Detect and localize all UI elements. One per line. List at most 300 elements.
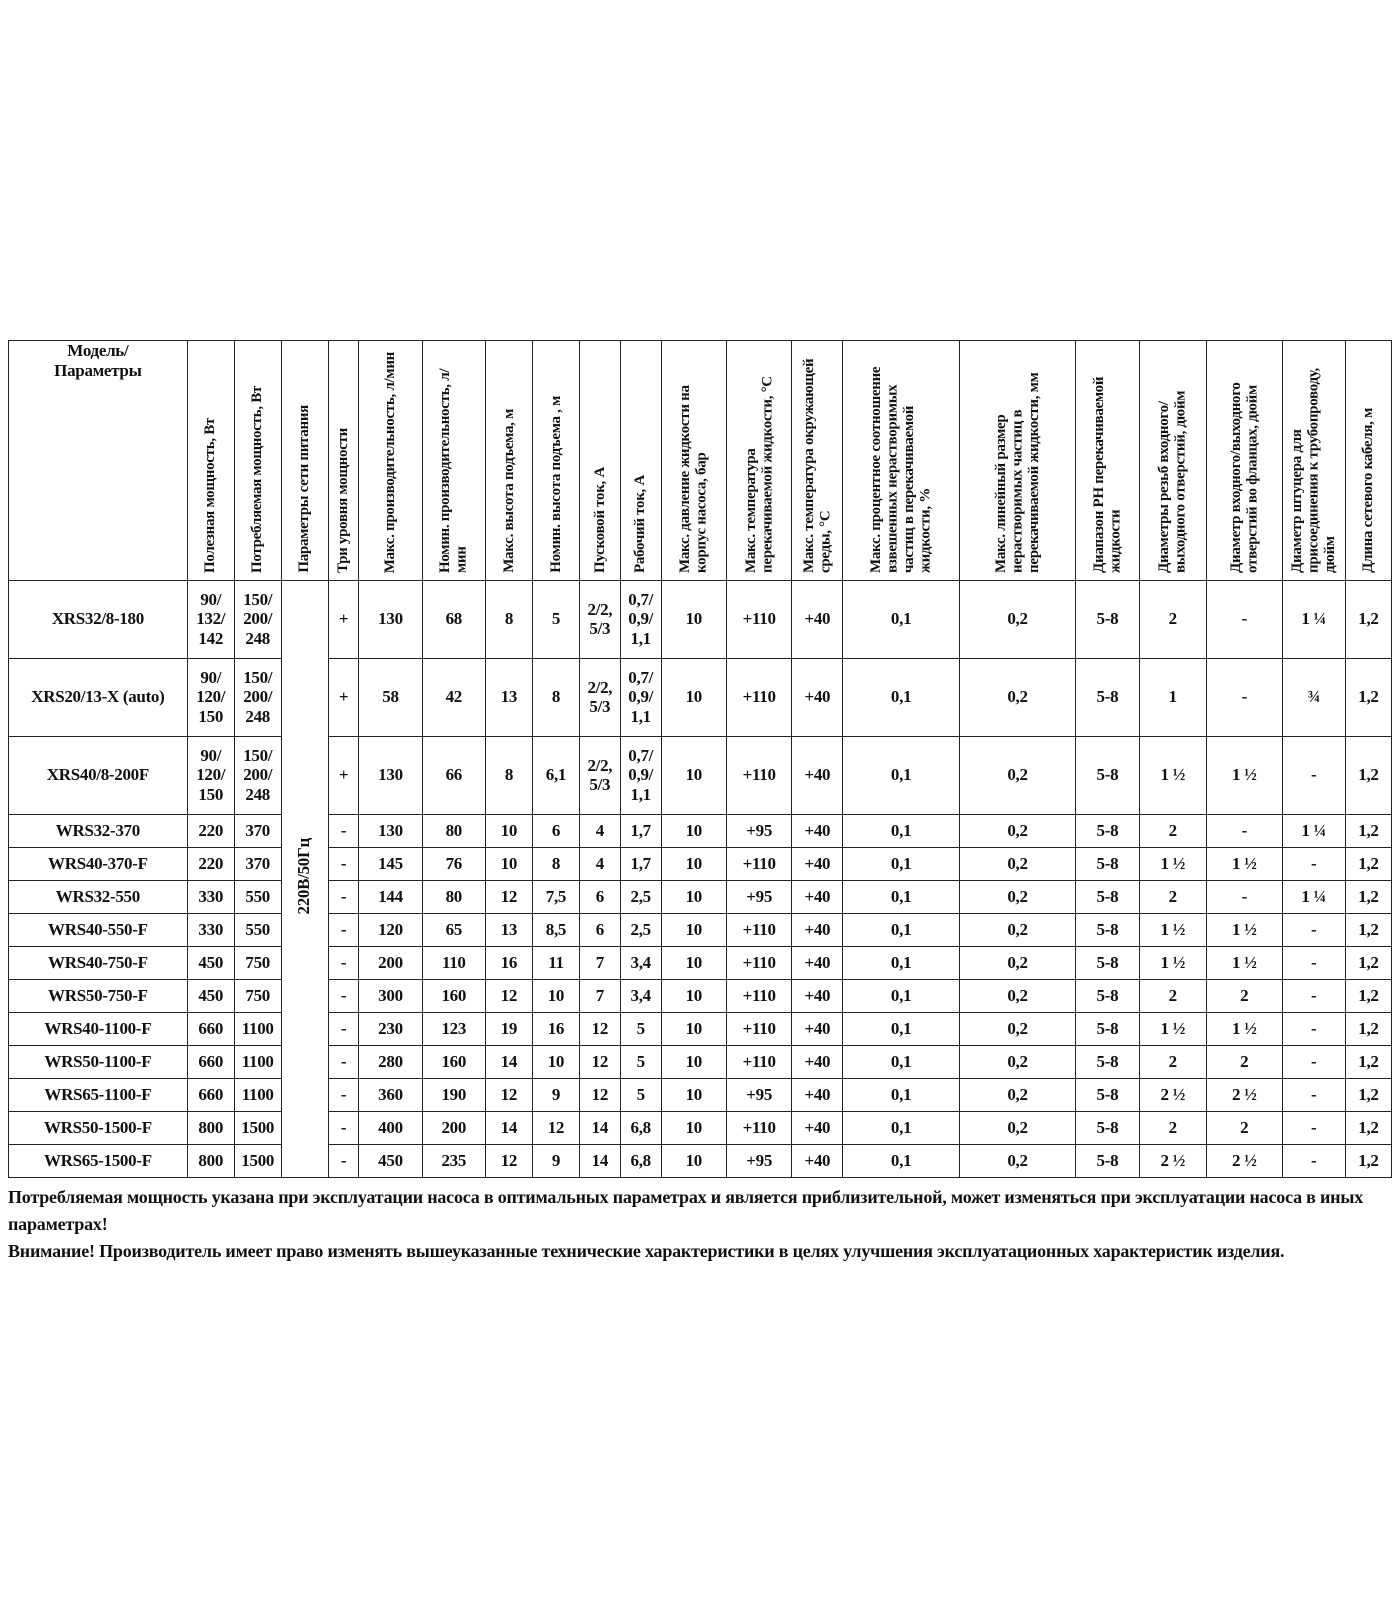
cell-hmax: 10 xyxy=(485,847,532,880)
cell-istart: 12 xyxy=(579,1012,620,1045)
cell-iwork: 1,7 xyxy=(620,847,661,880)
cell-qnom: 80 xyxy=(422,814,485,847)
model-cell: WRS40-1100-F xyxy=(9,1012,188,1045)
network-value: 220В/50Гц xyxy=(294,838,314,915)
cell-tenv: +40 xyxy=(792,814,843,847)
cell-consumed: 1500 xyxy=(234,1144,281,1177)
cell-qmax: 144 xyxy=(359,880,422,913)
model-cell: WRS50-1100-F xyxy=(9,1045,188,1078)
cell-useful: 220 xyxy=(187,814,234,847)
cell-three: + xyxy=(328,580,359,658)
cell-cable: 1,2 xyxy=(1345,1078,1391,1111)
cell-qnom: 110 xyxy=(422,946,485,979)
column-header xyxy=(843,341,959,581)
cell-particles-mm: 0,2 xyxy=(959,913,1075,946)
network-cell xyxy=(281,580,328,1177)
cell-qmax: 280 xyxy=(359,1045,422,1078)
cell-qnom: 76 xyxy=(422,847,485,880)
cell-qmax: 130 xyxy=(359,814,422,847)
cell-qmax: 300 xyxy=(359,979,422,1012)
column-header xyxy=(532,341,579,581)
column-header xyxy=(187,341,234,581)
cell-fitting: 1 ¼ xyxy=(1282,580,1345,658)
cell-particles-mm: 0,2 xyxy=(959,1111,1075,1144)
cell-istart: 7 xyxy=(579,979,620,1012)
column-header-label: Потребляемая мощность, Вт xyxy=(249,386,266,573)
cell-cable: 1,2 xyxy=(1345,1045,1391,1078)
column-header xyxy=(579,341,620,581)
cell-hmax: 12 xyxy=(485,979,532,1012)
cell-hmax: 13 xyxy=(485,913,532,946)
cell-tenv: +40 xyxy=(792,658,843,736)
cell-particles-pct: 0,1 xyxy=(843,913,959,946)
cell-tenv: +40 xyxy=(792,1111,843,1144)
cell-tliquid: +110 xyxy=(726,580,791,658)
cell-iwork: 2,5 xyxy=(620,880,661,913)
cell-ph: 5-8 xyxy=(1076,580,1139,658)
cell-hmax: 14 xyxy=(485,1045,532,1078)
cell-three: - xyxy=(328,1144,359,1177)
cell-cable: 1,2 xyxy=(1345,979,1391,1012)
cell-consumed: 370 xyxy=(234,814,281,847)
cell-tenv: +40 xyxy=(792,1144,843,1177)
cell-qmax: 130 xyxy=(359,736,422,814)
cell-tenv: +40 xyxy=(792,880,843,913)
cell-pressure: 10 xyxy=(661,1144,726,1177)
cell-pressure: 10 xyxy=(661,946,726,979)
cell-cable: 1,2 xyxy=(1345,580,1391,658)
cell-tliquid: +110 xyxy=(726,946,791,979)
cell-fitting: - xyxy=(1282,1144,1345,1177)
cell-hmax: 12 xyxy=(485,1144,532,1177)
pump-spec-table xyxy=(8,340,1392,1178)
cell-particles-pct: 0,1 xyxy=(843,1045,959,1078)
cell-useful: 90/ 120/ 150 xyxy=(187,736,234,814)
cell-particles-pct: 0,1 xyxy=(843,1111,959,1144)
cell-particles-pct: 0,1 xyxy=(843,1078,959,1111)
column-header xyxy=(359,341,422,581)
cell-particles-mm: 0,2 xyxy=(959,979,1075,1012)
column-header-label: Пусковой ток, А xyxy=(591,467,608,573)
cell-cable: 1,2 xyxy=(1345,1111,1391,1144)
model-cell: WRS32-550 xyxy=(9,880,188,913)
cell-hmax: 10 xyxy=(485,814,532,847)
cell-hmax: 14 xyxy=(485,1111,532,1144)
cell-fitting: - xyxy=(1282,736,1345,814)
table-row xyxy=(9,1078,1392,1111)
cell-thread: 2 xyxy=(1139,814,1206,847)
cell-tenv: +40 xyxy=(792,1045,843,1078)
cell-cable: 1,2 xyxy=(1345,736,1391,814)
cell-thread: 2 xyxy=(1139,1045,1206,1078)
cell-pressure: 10 xyxy=(661,1111,726,1144)
model-cell: WRS32-370 xyxy=(9,814,188,847)
note-power: Потребляемая мощность указана при эксплуатации насоса в оптимальных параметрах и является приблизительной, может изменяться при эксплуатации насоса в иных параметрах! xyxy=(8,1186,1363,1234)
cell-flange: - xyxy=(1206,658,1282,736)
column-header xyxy=(1076,341,1139,581)
cell-tenv: +40 xyxy=(792,580,843,658)
cell-fitting: - xyxy=(1282,1045,1345,1078)
cell-fitting: 1 ¼ xyxy=(1282,880,1345,913)
cell-iwork: 0,7/ 0,9/ 1,1 xyxy=(620,580,661,658)
cell-istart: 12 xyxy=(579,1078,620,1111)
cell-three: - xyxy=(328,1045,359,1078)
cell-pressure: 10 xyxy=(661,979,726,1012)
cell-thread: 2 xyxy=(1139,580,1206,658)
cell-istart: 14 xyxy=(579,1111,620,1144)
cell-three: - xyxy=(328,1111,359,1144)
cell-istart: 2/2, 5/3 xyxy=(579,658,620,736)
cell-hnom: 9 xyxy=(532,1144,579,1177)
column-header-label: Макс. температура перекачиваемой жидкости, °С xyxy=(742,376,776,573)
cell-hmax: 19 xyxy=(485,1012,532,1045)
cell-useful: 800 xyxy=(187,1144,234,1177)
cell-ph: 5-8 xyxy=(1076,913,1139,946)
cell-istart: 4 xyxy=(579,847,620,880)
cell-three: - xyxy=(328,946,359,979)
column-header-label: Макс. температура окружающей среды, °С xyxy=(800,358,834,573)
column-header xyxy=(234,341,281,581)
cell-hnom: 9 xyxy=(532,1078,579,1111)
note-warning: Внимание! Производитель имеет право изменять вышеуказанные технические характеристики в целях улучшения эксплуатационных характеристик изделия. xyxy=(8,1240,1285,1261)
cell-flange: - xyxy=(1206,580,1282,658)
cell-ph: 5-8 xyxy=(1076,1111,1139,1144)
cell-flange: 1 ½ xyxy=(1206,736,1282,814)
column-header xyxy=(328,341,359,581)
cell-particles-mm: 0,2 xyxy=(959,880,1075,913)
cell-tenv: +40 xyxy=(792,913,843,946)
cell-qmax: 130 xyxy=(359,580,422,658)
cell-particles-pct: 0,1 xyxy=(843,814,959,847)
table-row xyxy=(9,814,1392,847)
cell-useful: 660 xyxy=(187,1012,234,1045)
cell-istart: 2/2, 5/3 xyxy=(579,736,620,814)
column-header xyxy=(1282,341,1345,581)
cell-thread: 1 ½ xyxy=(1139,736,1206,814)
cell-qmax: 58 xyxy=(359,658,422,736)
cell-thread: 1 xyxy=(1139,658,1206,736)
column-header-label: Диапазон PH перекачиваемой жидкости xyxy=(1090,376,1124,573)
cell-hnom: 6,1 xyxy=(532,736,579,814)
cell-useful: 660 xyxy=(187,1078,234,1111)
cell-tliquid: +95 xyxy=(726,880,791,913)
cell-particles-pct: 0,1 xyxy=(843,946,959,979)
cell-qnom: 80 xyxy=(422,880,485,913)
column-header-label: Макс. давление жидкости на корпус насоса, бар xyxy=(677,385,710,573)
column-header xyxy=(726,341,791,581)
cell-consumed: 550 xyxy=(234,913,281,946)
cell-three: - xyxy=(328,880,359,913)
cell-tliquid: +110 xyxy=(726,913,791,946)
cell-flange: 2 xyxy=(1206,1111,1282,1144)
cell-iwork: 6,8 xyxy=(620,1144,661,1177)
cell-pressure: 10 xyxy=(661,1012,726,1045)
column-header-label: Номин. производительность, л/мин xyxy=(437,368,470,573)
spec-sheet xyxy=(8,340,1392,1265)
cell-fitting: - xyxy=(1282,1078,1345,1111)
cell-qmax: 400 xyxy=(359,1111,422,1144)
cell-tliquid: +110 xyxy=(726,658,791,736)
cell-tliquid: +110 xyxy=(726,847,791,880)
cell-ph: 5-8 xyxy=(1076,946,1139,979)
table-row xyxy=(9,1012,1392,1045)
column-header-label: Диаметр входного/выходного отверстий во фланцах, дюйм xyxy=(1227,382,1261,573)
column-header xyxy=(1206,341,1282,581)
cell-tenv: +40 xyxy=(792,1012,843,1045)
column-header xyxy=(1345,341,1391,581)
cell-particles-mm: 0,2 xyxy=(959,946,1075,979)
cell-useful: 450 xyxy=(187,979,234,1012)
cell-ph: 5-8 xyxy=(1076,880,1139,913)
notes xyxy=(8,1184,1392,1265)
cell-particles-pct: 0,1 xyxy=(843,847,959,880)
table-row xyxy=(9,580,1392,658)
column-header-label: Длина сетевого кабеля, м xyxy=(1360,408,1377,573)
cell-iwork: 6,8 xyxy=(620,1111,661,1144)
cell-flange: - xyxy=(1206,814,1282,847)
cell-particles-mm: 0,2 xyxy=(959,580,1075,658)
cell-qmax: 145 xyxy=(359,847,422,880)
cell-consumed: 150/ 200/ 248 xyxy=(234,580,281,658)
cell-consumed: 1100 xyxy=(234,1012,281,1045)
cell-particles-mm: 0,2 xyxy=(959,814,1075,847)
cell-flange: 2 xyxy=(1206,1045,1282,1078)
cell-hmax: 13 xyxy=(485,658,532,736)
column-header-label: Диаметр штуцера для присоединения к трубопроводу, дюйм xyxy=(1288,368,1338,573)
cell-flange: - xyxy=(1206,880,1282,913)
column-header-label: Макс. производительность, л/мин xyxy=(382,351,399,573)
cell-consumed: 1100 xyxy=(234,1078,281,1111)
cell-three: - xyxy=(328,913,359,946)
cell-cable: 1,2 xyxy=(1345,1144,1391,1177)
cell-hnom: 16 xyxy=(532,1012,579,1045)
column-header-label: Макс. процентное соотношение взвешенных нерастворимых частиц в перекачиваемой жидкости, % xyxy=(868,366,934,573)
cell-three: + xyxy=(328,658,359,736)
cell-fitting: - xyxy=(1282,1111,1345,1144)
model-cell: WRS40-750-F xyxy=(9,946,188,979)
cell-hmax: 16 xyxy=(485,946,532,979)
cell-iwork: 0,7/ 0,9/ 1,1 xyxy=(620,658,661,736)
header-row xyxy=(9,341,1392,581)
cell-fitting: - xyxy=(1282,1012,1345,1045)
cell-particles-mm: 0,2 xyxy=(959,847,1075,880)
column-header-label: Макс. линейный размер нерастворимых частиц в перекачиваемой жидкости, мм xyxy=(992,372,1042,573)
cell-particles-mm: 0,2 xyxy=(959,1078,1075,1111)
cell-hnom: 5 xyxy=(532,580,579,658)
cell-useful: 90/ 120/ 150 xyxy=(187,658,234,736)
model-cell: WRS50-1500-F xyxy=(9,1111,188,1144)
cell-consumed: 750 xyxy=(234,946,281,979)
cell-istart: 2/2, 5/3 xyxy=(579,580,620,658)
corner-label: Модель/ Параметры xyxy=(9,341,188,581)
table-row xyxy=(9,736,1392,814)
cell-flange: 1 ½ xyxy=(1206,847,1282,880)
column-header xyxy=(1139,341,1206,581)
cell-iwork: 3,4 xyxy=(620,946,661,979)
cell-hnom: 8 xyxy=(532,847,579,880)
cell-tliquid: +95 xyxy=(726,814,791,847)
cell-qnom: 68 xyxy=(422,580,485,658)
table-row xyxy=(9,658,1392,736)
cell-thread: 1 ½ xyxy=(1139,1012,1206,1045)
column-header xyxy=(620,341,661,581)
cell-particles-pct: 0,1 xyxy=(843,979,959,1012)
cell-flange: 1 ½ xyxy=(1206,946,1282,979)
cell-pressure: 10 xyxy=(661,736,726,814)
cell-ph: 5-8 xyxy=(1076,1144,1139,1177)
cell-fitting: - xyxy=(1282,979,1345,1012)
column-header-label: Три уровня мощности xyxy=(335,427,352,573)
column-header xyxy=(485,341,532,581)
cell-cable: 1,2 xyxy=(1345,1012,1391,1045)
cell-hnom: 6 xyxy=(532,814,579,847)
cell-useful: 450 xyxy=(187,946,234,979)
cell-three: - xyxy=(328,814,359,847)
cell-iwork: 5 xyxy=(620,1012,661,1045)
cell-istart: 12 xyxy=(579,1045,620,1078)
cell-flange: 1 ½ xyxy=(1206,913,1282,946)
cell-hnom: 12 xyxy=(532,1111,579,1144)
table-row xyxy=(9,1045,1392,1078)
cell-particles-pct: 0,1 xyxy=(843,880,959,913)
cell-particles-pct: 0,1 xyxy=(843,736,959,814)
column-header xyxy=(281,341,328,581)
column-header xyxy=(792,341,843,581)
cell-hnom: 11 xyxy=(532,946,579,979)
cell-iwork: 0,7/ 0,9/ 1,1 xyxy=(620,736,661,814)
cell-istart: 6 xyxy=(579,913,620,946)
cell-istart: 6 xyxy=(579,880,620,913)
cell-qnom: 160 xyxy=(422,1045,485,1078)
cell-thread: 2 xyxy=(1139,1111,1206,1144)
model-cell: WRS65-1500-F xyxy=(9,1144,188,1177)
cell-qmax: 360 xyxy=(359,1078,422,1111)
cell-qnom: 65 xyxy=(422,913,485,946)
cell-fitting: - xyxy=(1282,946,1345,979)
cell-thread: 1 ½ xyxy=(1139,946,1206,979)
column-header-label: Полезная мощность, Вт xyxy=(202,418,219,573)
cell-three: + xyxy=(328,736,359,814)
cell-particles-mm: 0,2 xyxy=(959,1012,1075,1045)
column-header-label: Параметры сети питания xyxy=(296,405,313,573)
cell-qmax: 120 xyxy=(359,913,422,946)
cell-consumed: 370 xyxy=(234,847,281,880)
cell-hnom: 10 xyxy=(532,1045,579,1078)
model-cell: WRS50-750-F xyxy=(9,979,188,1012)
cell-pressure: 10 xyxy=(661,847,726,880)
cell-thread: 2 ½ xyxy=(1139,1078,1206,1111)
cell-thread: 1 ½ xyxy=(1139,913,1206,946)
column-header-label: Диаметры резьб входного/выходного отверстий, дюйм xyxy=(1156,390,1189,573)
cell-istart: 14 xyxy=(579,1144,620,1177)
cell-tenv: +40 xyxy=(792,736,843,814)
cell-tenv: +40 xyxy=(792,1078,843,1111)
cell-particles-mm: 0,2 xyxy=(959,1144,1075,1177)
cell-tenv: +40 xyxy=(792,979,843,1012)
model-cell: WRS65-1100-F xyxy=(9,1078,188,1111)
cell-qnom: 190 xyxy=(422,1078,485,1111)
cell-hnom: 8,5 xyxy=(532,913,579,946)
cell-three: - xyxy=(328,1012,359,1045)
cell-thread: 2 ½ xyxy=(1139,1144,1206,1177)
model-cell: XRS32/8-180 xyxy=(9,580,188,658)
cell-tenv: +40 xyxy=(792,847,843,880)
cell-consumed: 750 xyxy=(234,979,281,1012)
cell-thread: 2 xyxy=(1139,880,1206,913)
cell-fitting: 1 ¼ xyxy=(1282,814,1345,847)
cell-tliquid: +110 xyxy=(726,979,791,1012)
cell-pressure: 10 xyxy=(661,658,726,736)
cell-flange: 1 ½ xyxy=(1206,1012,1282,1045)
column-header-label: Рабочий ток, А xyxy=(632,474,649,573)
cell-cable: 1,2 xyxy=(1345,946,1391,979)
table-row xyxy=(9,880,1392,913)
cell-hmax: 8 xyxy=(485,736,532,814)
cell-qnom: 123 xyxy=(422,1012,485,1045)
cell-ph: 5-8 xyxy=(1076,1045,1139,1078)
cell-iwork: 1,7 xyxy=(620,814,661,847)
table-row xyxy=(9,1144,1392,1177)
cell-pressure: 10 xyxy=(661,580,726,658)
cell-three: - xyxy=(328,847,359,880)
cell-particles-pct: 0,1 xyxy=(843,1012,959,1045)
cell-consumed: 150/ 200/ 248 xyxy=(234,736,281,814)
cell-tliquid: +95 xyxy=(726,1078,791,1111)
cell-flange: 2 ½ xyxy=(1206,1078,1282,1111)
cell-istart: 7 xyxy=(579,946,620,979)
cell-hmax: 12 xyxy=(485,880,532,913)
cell-flange: 2 ½ xyxy=(1206,1144,1282,1177)
table-row xyxy=(9,946,1392,979)
cell-hmax: 8 xyxy=(485,580,532,658)
cell-useful: 800 xyxy=(187,1111,234,1144)
cell-cable: 1,2 xyxy=(1345,913,1391,946)
cell-hnom: 10 xyxy=(532,979,579,1012)
cell-particles-pct: 0,1 xyxy=(843,658,959,736)
cell-fitting: - xyxy=(1282,847,1345,880)
cell-useful: 90/ 132/ 142 xyxy=(187,580,234,658)
cell-pressure: 10 xyxy=(661,880,726,913)
cell-cable: 1,2 xyxy=(1345,847,1391,880)
cell-qmax: 230 xyxy=(359,1012,422,1045)
cell-hnom: 7,5 xyxy=(532,880,579,913)
cell-qnom: 160 xyxy=(422,979,485,1012)
cell-qnom: 235 xyxy=(422,1144,485,1177)
cell-pressure: 10 xyxy=(661,1045,726,1078)
cell-consumed: 1500 xyxy=(234,1111,281,1144)
cell-qnom: 42 xyxy=(422,658,485,736)
column-header-label: Номин. высота подъема , м xyxy=(547,396,564,573)
cell-ph: 5-8 xyxy=(1076,1012,1139,1045)
cell-pressure: 10 xyxy=(661,814,726,847)
column-header-label: Макс. высота подъема, м xyxy=(500,409,517,573)
cell-istart: 4 xyxy=(579,814,620,847)
cell-flange: 2 xyxy=(1206,979,1282,1012)
cell-particles-mm: 0,2 xyxy=(959,736,1075,814)
cell-ph: 5-8 xyxy=(1076,1078,1139,1111)
cell-thread: 2 xyxy=(1139,979,1206,1012)
cell-particles-mm: 0,2 xyxy=(959,658,1075,736)
cell-consumed: 150/ 200/ 248 xyxy=(234,658,281,736)
cell-ph: 5-8 xyxy=(1076,814,1139,847)
cell-cable: 1,2 xyxy=(1345,658,1391,736)
cell-iwork: 5 xyxy=(620,1045,661,1078)
cell-iwork: 5 xyxy=(620,1078,661,1111)
table-row xyxy=(9,847,1392,880)
model-cell: WRS40-370-F xyxy=(9,847,188,880)
column-header xyxy=(422,341,485,581)
cell-tliquid: +110 xyxy=(726,1045,791,1078)
